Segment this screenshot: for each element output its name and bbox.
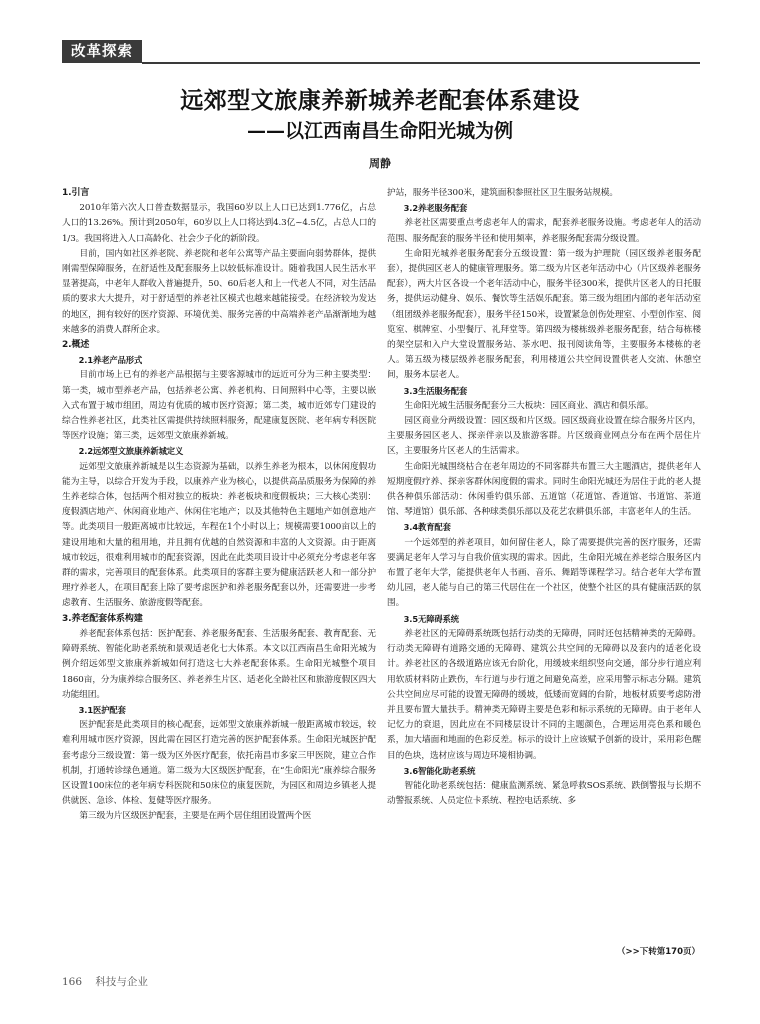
right-column [387, 186, 701, 809]
section-tag: 改革探索 [62, 40, 142, 63]
page-footer [62, 974, 148, 989]
subheading-living-services: 3.3生活服务配套 [403, 385, 468, 396]
left-column [62, 186, 376, 825]
paragraph: 护站，服务半径300米，建筑面积参照社区卫生服务站规模。 [387, 188, 618, 198]
article-subtitle: ——以江西南昌生命阳光城为例 [246, 120, 513, 142]
subheading-smart-aging: 3.6智能化助老系统 [403, 765, 476, 776]
paragraph: 生命阳光城养老服务配套分五级设置：第一级为护理院（园区级养老服务配套），提供园区老人的健康管理服务。第二级为片区老年活动中心（片区级养老服务配套），两大片区各设一个老年活动中心，服务半径300米，提供片区老人的日托服务，提供运动健身、娱乐、餐饮等生活娱乐配套。第三级为组团内部的老年活动室（组团级养老服务配套），服务半径150米，设置紧急创伤处理室、小型创作室、阅览室、棋牌室、小型餐厅、礼拜堂等。第四级为楼栋级养老服务配套，结合每栋楼的架空层和入户大堂设置服务站、茶水吧、报刊阅读角等，主要服务本楼栋的老人。第五级为楼层级养老服务配套，利用楼道公共空间设置供老人交流、休憩空间，服务本层老人。 [387, 248, 701, 381]
subheading-accessibility: 3.5无障碍系统 [403, 613, 459, 624]
journal-name: 科技与企业 [95, 976, 148, 988]
subheading-medical: 3.1医护配套 [78, 704, 126, 715]
paragraph: 生命阳光城生活服务配套分三大板块：园区商业、酒店和俱乐部。 [404, 400, 654, 411]
paragraph: 养老配套体系包括：医护配套、养老服务配套、生活服务配套、教育配套、无障碍系统、智能化助老系统和景观适老化七大体系。本文以江西南昌生命阳光城为例介绍远郊型文旅康养新城如何打造这七大养老配套体系。生命阳光城整个项目1860亩，分为康养综合服务区、养老养生片区、适老化全龄社区和旅游度假区四大功能组团。 [62, 628, 376, 700]
paragraph: 目前，国内如社区养老院、养老院和老年公寓等产品主要面向弱势群体，提供刚需型保障服务，在舒适性及配套服务上以较低标准设计。随着我国人民生活水平显著提高，中老年人群收入普遍提升，50、60后老人和上一代老人不同，对生活品质的要求大大提升，对于舒适型的养老社区模式也越来越能接受。在经济较为发达的地区，拥有较好的医疗资源、环境优美、服务完善的中高端养老产品渐渐地为越来越多的消费人群所企求。 [62, 248, 376, 335]
paragraph: 2010年第六次人口普查数据显示，我国60岁以上人口已达到1.776亿，占总人口的13.26%。预计到2050年，60岁以上人口将达到4.3亿~4.5亿，占总人口的1/3。我国将进入人口高龄化、社会少子化的新阶段。 [62, 203, 376, 244]
subheading-education: 3.4教育配套 [403, 522, 451, 533]
subheading-definition: 2.2远郊型文旅康养新城定义 [78, 446, 184, 457]
article-author: 周静 [369, 157, 391, 170]
heading-overview: 2.概述 [62, 340, 90, 351]
paragraph: 园区商业分两级设置：园区级和片区级。园区级商业设置在综合服务片区内，主要服务园区老人、探亲伴亲以及旅游客群。片区级商业网点分布在两个居住片区，主要服务片区老人的生活需求。 [387, 416, 701, 457]
paragraph: 远郊型文旅康养新城是以生态资源为基础，以养生养老为根本，以休闲度假功能为主导，以综合开发为手段，以康养产业为核心，以提供高品质服务为保障的养生养老综合体，包括两个相对独立的板块：养老板块和度假板块；三大核心类别：度假酒店地产、休闲商业地产、休闲住宅地产；以及其他特色主题地产如创意地产等。此类项目一般距离城市比较远，车程在1个小时以上；规模需要1000亩以上的建设用地和大量的租用地，并且拥有优越的自然资源和丰富的人文资源。由于距离城市较远，很难利用城市的配套资源，因此在此类项目设计中必须充分考虑老年客群的需求，完善项目的配套体系。此类项目的客群主要为健康活跃老人和一部分护理疗养老人，在项目配套上除了要考虑医护和养老服务配套以外，还需要进一步考虑教育、生活服务、旅游度假等配套。 [62, 461, 376, 609]
paragraph: 养老社区需要重点考虑老年人的需求，配套养老服务设施。考虑老年人的活动范围、服务配套的服务半径和使用频率，养老服务配套需分级设置。 [387, 218, 701, 244]
paragraph: 目前市场上已有的养老产品根据与主要客源城市的远近可分为三种主要类型：第一类，城市型养老产品，包括养老公寓、养老机构、日间照料中心等，主要以嵌入式布置于城市组团，周边有优质的城市医疗资源；第二类，城市近郊专门建设的综合性养老社区，此类社区需提供持续照料服务，配建康复医院、老年病专科医院等医疗设施；第三类，远郊型文旅康养新城。 [62, 370, 376, 442]
subheading-elderly-services: 3.2养老服务配套 [403, 203, 468, 214]
paragraph: 第三级为片区级医护配套，主要是在两个居住组团设置两个医 [79, 811, 312, 822]
paragraph: 一个远郊型的养老项目，如何留住老人，除了需要提供完善的医疗服务，还需要满足老年人学习与自我价值实现的需求。因此，生命阳光城在养老综合服务区内布置了老年大学，能提供老年人书画、音乐、舞蹈等课程学习。结合老年大学布置幼儿园，老人能与自己的第三代居住在一个社区，使整个社区的具有健康活跃的氛围。 [387, 537, 701, 609]
heading-introduction: 1.引言 [62, 188, 90, 198]
subheading-product-forms: 2.1养老产品形式 [78, 355, 143, 366]
page-number: 166 [62, 976, 83, 988]
paragraph: 医护配套是此类项目的核心配套，远郊型文旅康养新城一般距离城市较远，较难利用城市医疗资源，因此需在园区打造完善的医护配套体系。生命阳光城医护配套考虑分三级设置：第一级为区外医疗配套，依托南昌市多家三甲医院，建立合作机制，打通转诊绿色通道。第二级为大区级医护配套，在“生命阳光”康养综合服务区设置100床位的老年病专科医院和50床位的康复医院，为园区和周边乡镇老人提供就医、急诊、体检、复健等医疗服务。 [62, 720, 376, 807]
article-title: 远郊型文旅康养新城养老配套体系建设 [180, 87, 580, 114]
paragraph: 智能化助老系统包括：健康监测系统、紧急呼救SOS系统、跌倒警报与长期不动警报系统、人员定位卡系统、程控电话系统、多 [387, 780, 701, 807]
paragraph: 生命阳光城围绕枯合在老年周边的不同客群共布置三大主题酒店，提供老年人短期度假疗养、探亲客群休闲度假的需求。同时生命阳光城还为居住于此的老人提供各种俱乐部活动：休闲垂钓俱乐部、五道馆（花道馆、香道馆、书道馆、茶道馆、琴道馆）俱乐部、各种球类俱乐部以及花艺农耕俱乐部，丰富老年人的生活。 [387, 461, 701, 518]
continuation-note: （>>下转第170页） [617, 947, 700, 957]
paragraph: 养老社区的无障碍系统既包括行动类的无障碍，同时还包括精神类的无障碍。行动类无障碍有道路交通的无障碍、建筑公共空间的无障碍以及套内的适老化设计。养老社区的各级道路应该无台阶化，用缓坡来组织竖向交通，部分步行道应利用软质材料防止跌伤，车行道与步行道之间避免高差，应采用警示标志分隔。建筑公共空间应尽可能的设置无障碍的缓坡，低矮而宽阔的台阶，地板材质要考虑防滑并且要布置大量扶手。精神类无障碍主要是色彩和标示系统的无障碍。由于老年人记忆力的衰退，因此应在不同楼层设计不同的主题颜色，合理运用亮色系和暖色系，加大墙面和地面的色彩反差。标示的设计上应该赋予创新的设计，采用彩色醒目的色块，选材应该与周边环境相协调。 [387, 628, 701, 761]
header-rule [142, 62, 700, 64]
heading-system-construction: 3.养老配套体系构建 [62, 613, 143, 624]
